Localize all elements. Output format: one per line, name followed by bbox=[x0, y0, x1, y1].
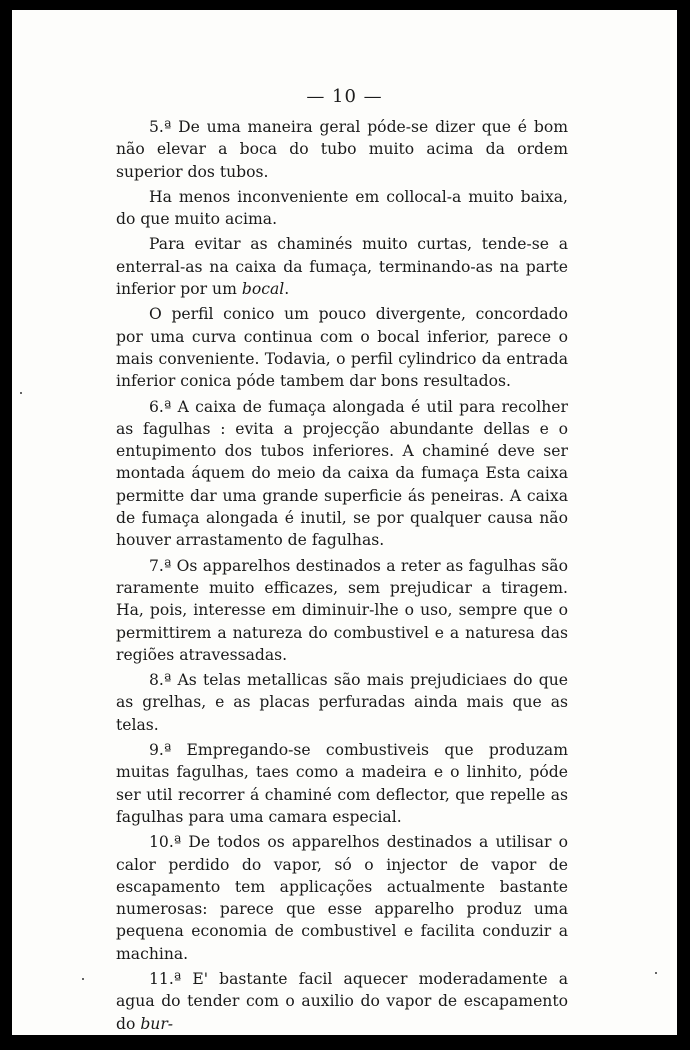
paragraph-10: 10.ª De todos os apparelhos destinados a utilisar o calor perdido do vapor, só o injector de vapor de escapamento tem applicações actualmente bastante numerosas: parece que esse apparelho produz uma pequena economia de combustivel e facilita conduzir a machina. bbox=[116, 833, 568, 963]
paragraph-7: 7.ª Os apparelhos destinados a reter as fagulhas são raramente muito efficazes, sem prejudicar a tiragem. Ha, pois, interesse em diminuir-lhe o uso, sempre que o permittirem a natureza do combustivel e a naturesa das regiões atravessadas. bbox=[116, 556, 568, 664]
paragraph-11: 11.ª E' bastante facil aquecer moderadamente a agua do tender com o auxilio do vapor de escapamento do bur- bbox=[116, 969, 568, 1033]
paper-speck bbox=[82, 978, 84, 980]
paragraph-6: 6.ª A caixa de fumaça alongada é util para recolher as fagulhas : evita a projecção abundante dellas e o entupimento dos tubos inferiores. A chaminé deve ser montada áquem do meio da caixa da fumaça Esta caixa permitte dar uma grande superficie ás peneiras. A caixa de fumaça alongada é inutil, se por qualquer causa não houver arrastamento de fagulhas. bbox=[116, 397, 568, 550]
book-page bbox=[12, 10, 677, 1035]
paragraph-8: 8.ª As telas metallicas são mais prejudiciaes do que as grelhas, e as placas perfuradas ainda mais que as telas. bbox=[116, 671, 568, 734]
paragraph-5-cont-1: Ha menos inconveniente em collocal-a muito baixa, do que muito acima. bbox=[116, 187, 568, 229]
paper-speck bbox=[20, 392, 22, 394]
italic-term: bocal bbox=[241, 280, 285, 299]
paragraph-5: 5.ª De uma maneira geral póde-se dizer que é bom não elevar a boca do tubo muito acima da ordem superior dos tubos. bbox=[116, 118, 568, 181]
paragraph-9: 9.ª Empregando-se combustiveis que produzam muitas fagulhas, taes como a madeira e o linhito, póde ser util recorrer á chaminé com deflector, que repelle as fagulhas para uma camara especial. bbox=[116, 741, 568, 826]
paragraph-5-cont-2: Para evitar as chaminés muito curtas, tende-se a enterral-as na caixa da fumaça, terminando-as na parte inferior por um bocal. bbox=[116, 235, 568, 299]
paragraph-5-cont-3: O perfil conico um pouco divergente, concordado por uma curva continua com o bocal inferior, parece o mais conveniente. Todavia, o perfil cylindrico da entrada inferior conica póde tambem dar bons resultados. bbox=[116, 305, 568, 391]
page-number: — 10 — bbox=[306, 86, 383, 107]
italic-term: bur- bbox=[140, 1014, 174, 1033]
paper-speck bbox=[655, 972, 657, 974]
body-text bbox=[116, 116, 568, 1035]
